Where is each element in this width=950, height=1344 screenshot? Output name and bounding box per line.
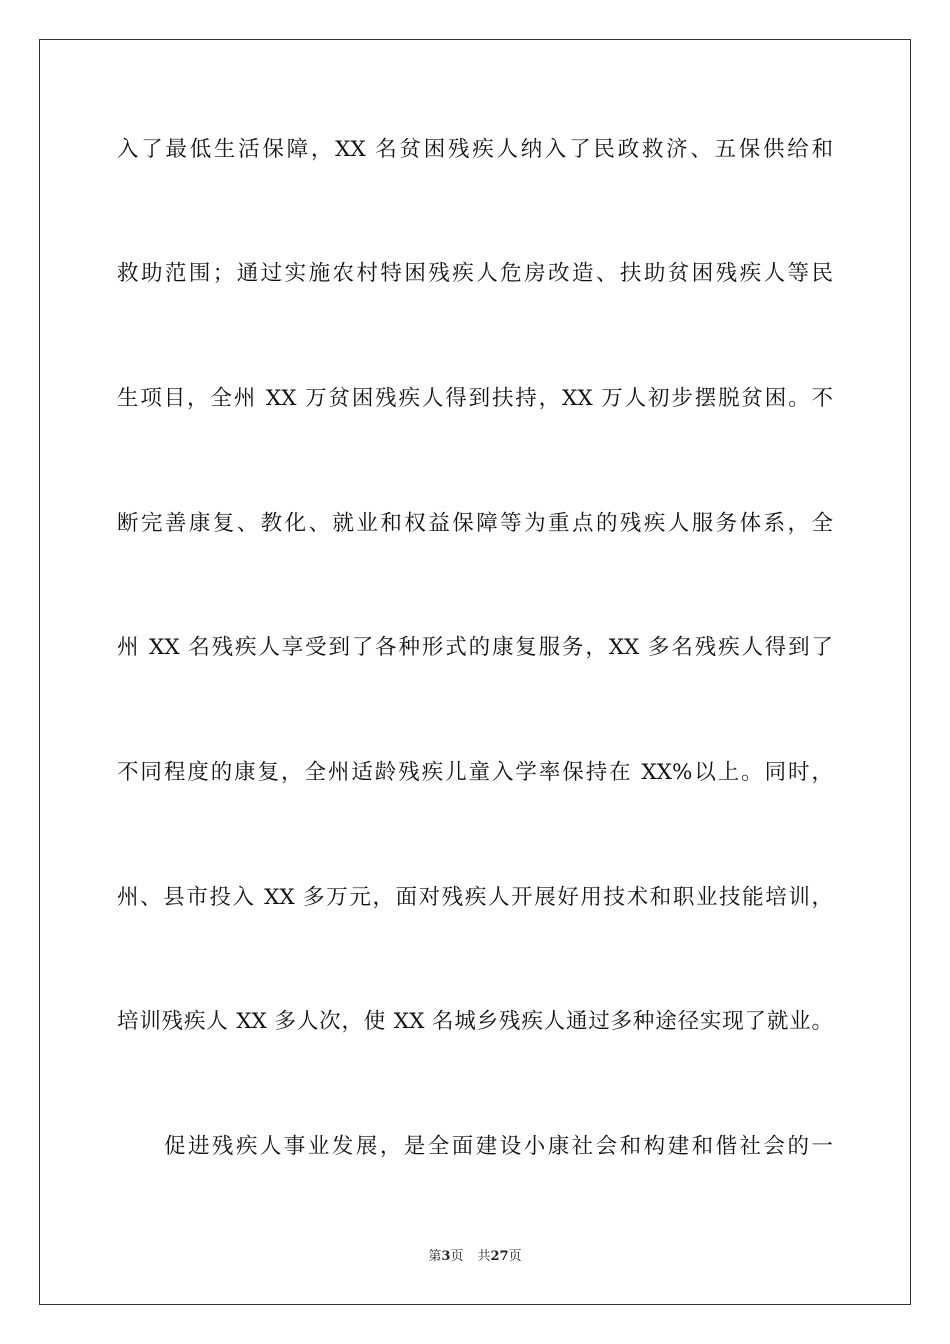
body-line-4: 断完善康复、教化、就业和权益保障等为重点的残疾人服务体系，全 — [117, 511, 833, 536]
footer-total-pages: 27 — [490, 1249, 509, 1264]
body-line-1: 入了最低生活保障，XX 名贫困残疾人纳入了民政救济、五保供给和 — [117, 137, 833, 162]
body-line-6: 不同程度的康复，全州适龄残疾儿童入学率保持在 XX%以上。同时， — [117, 760, 833, 785]
body-line-5: 州 XX 名残疾人享受到了各种形式的康复服务，XX 多名残疾人得到了 — [117, 635, 833, 660]
footer-page-number: 3 — [441, 1249, 451, 1264]
body-line-9: 促进残疾人事业发展，是全面建设小康社会和构建和偕社会的一 — [164, 1134, 833, 1159]
footer-page-unit: 页 — [450, 1249, 464, 1264]
footer-total-prefix: 共 — [477, 1249, 491, 1264]
page-footer — [0, 1248, 950, 1266]
body-line-2: 救助范围；通过实施农村特困残疾人危房改造、扶助贫困残疾人等民 — [117, 261, 833, 286]
body-line-8: 培训残疾人 XX 多人次，使 XX 名城乡残疾人通过多种途径实现了就业。 — [117, 1009, 833, 1034]
body-line-7: 州、县市投入 XX 多万元，面对残疾人开展好用技术和职业技能培训， — [117, 885, 833, 910]
page-border — [39, 39, 911, 1305]
body-line-3: 生项目，全州 XX 万贫困残疾人得到扶持，XX 万人初步摆脱贫困。不 — [117, 386, 833, 411]
footer-page-prefix: 第 — [428, 1249, 442, 1264]
footer-total-unit: 页 — [508, 1249, 522, 1264]
